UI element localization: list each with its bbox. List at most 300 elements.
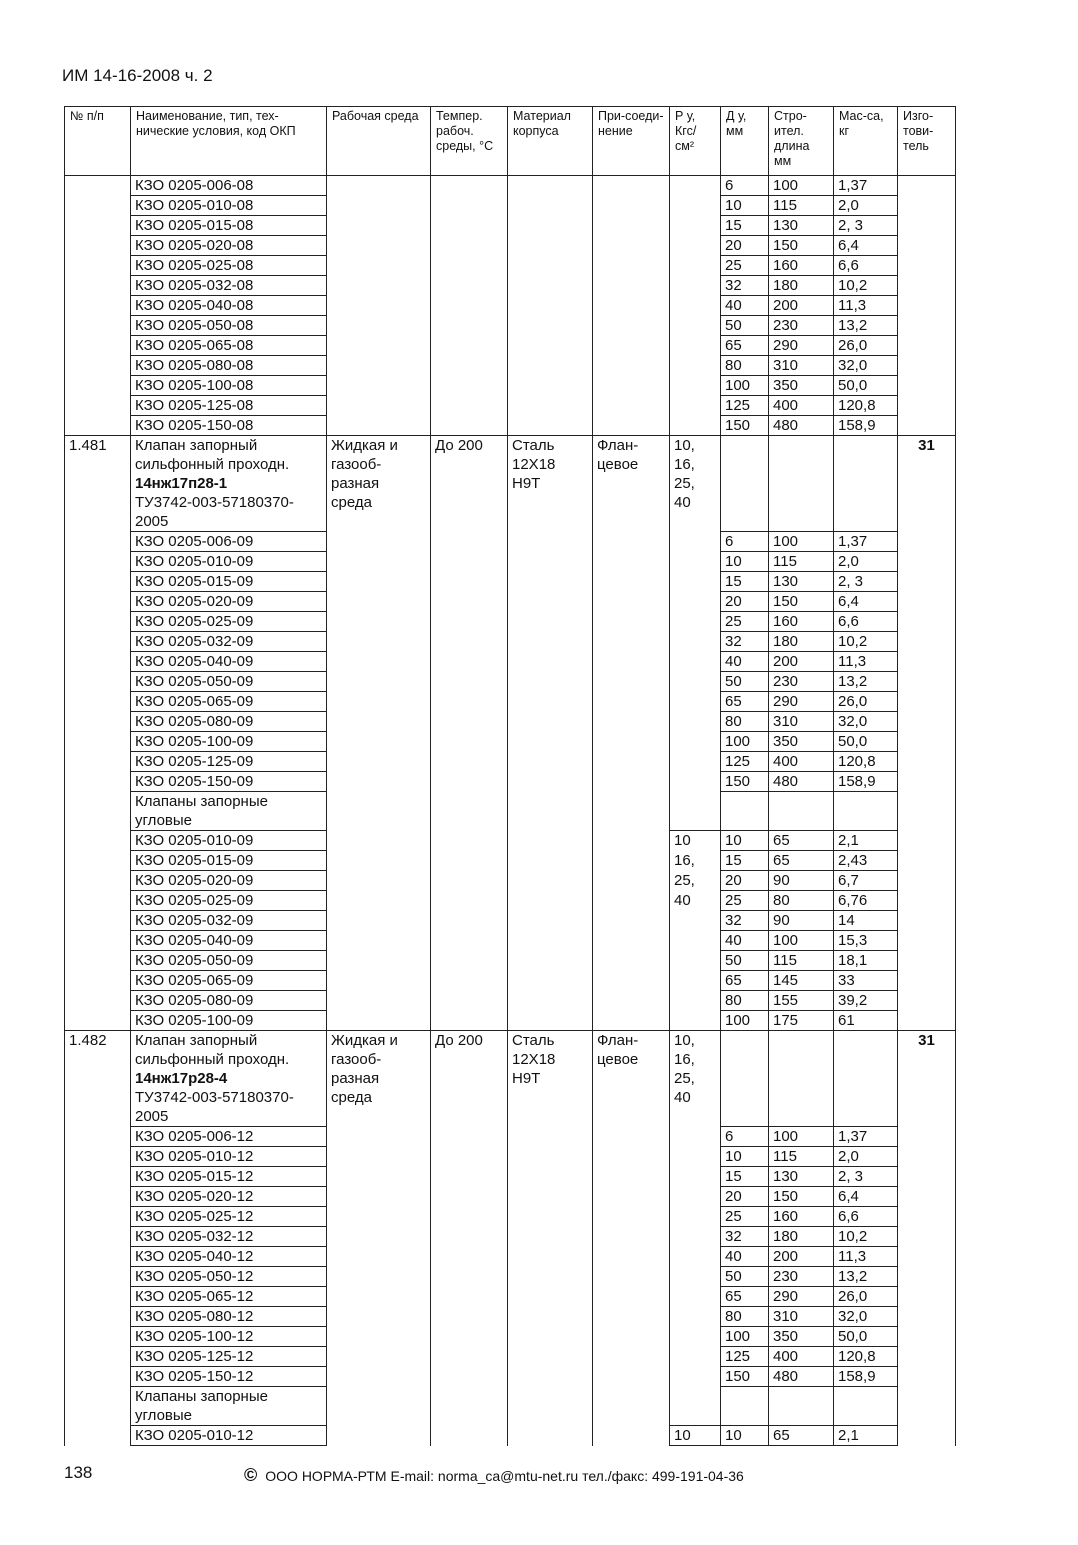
- connection-cell: [593, 336, 670, 356]
- medium-cell: [327, 1307, 431, 1327]
- connection-cell: [593, 396, 670, 416]
- temperature-cell: [431, 236, 508, 256]
- length-cell: 130: [769, 1167, 834, 1187]
- nominal-diameter-cell: 15: [721, 572, 769, 592]
- pressure-cell: [670, 672, 721, 692]
- material-cell: [508, 532, 593, 552]
- connection-cell: [593, 752, 670, 772]
- nominal-diameter-cell: 40: [721, 652, 769, 672]
- temperature-cell: [431, 971, 508, 991]
- maker-cell: [898, 1207, 956, 1227]
- medium-cell: [327, 1011, 431, 1031]
- medium-cell: [327, 176, 431, 196]
- connection-cell: [593, 632, 670, 652]
- empty-cell: [769, 792, 834, 812]
- connection-cell: [593, 1327, 670, 1347]
- maker-cell: [898, 455, 956, 474]
- nominal-diameter-cell: 32: [721, 911, 769, 931]
- connection-cell: [593, 1011, 670, 1031]
- table-row: [65, 572, 956, 592]
- product-code-cell: КЗО 0205-025-12: [131, 1207, 327, 1227]
- maker-cell: [898, 1227, 956, 1247]
- medium-cell: [327, 256, 431, 276]
- nominal-diameter-cell: 65: [721, 336, 769, 356]
- temperature-cell: [431, 455, 508, 474]
- temperature-cell: [431, 672, 508, 692]
- length-cell: 150: [769, 592, 834, 612]
- nominal-diameter-cell: 80: [721, 991, 769, 1011]
- mass-cell: 32,0: [834, 1307, 898, 1327]
- pressure-cell: [670, 176, 721, 196]
- item-number-cell: [65, 1050, 131, 1069]
- empty-cell: [593, 792, 670, 812]
- temperature-cell: [431, 1347, 508, 1367]
- item-number-cell: [65, 1011, 131, 1031]
- item-number-cell: [65, 1426, 131, 1446]
- length-cell: 100: [769, 176, 834, 196]
- medium-cell: [327, 572, 431, 592]
- connection-cell: [593, 552, 670, 572]
- nominal-diameter-cell: 10: [721, 196, 769, 216]
- connection-cell: [593, 652, 670, 672]
- mass-cell: 6,7: [834, 871, 898, 891]
- medium-cell: [327, 1267, 431, 1287]
- nominal-diameter-cell: 6: [721, 176, 769, 196]
- item-number-cell: [65, 455, 131, 474]
- pressure-cell: 16,: [670, 455, 721, 474]
- mass-cell: 2, 3: [834, 572, 898, 592]
- item-number-cell: [65, 176, 131, 196]
- maker-cell: [898, 871, 956, 891]
- mass-cell: 158,9: [834, 772, 898, 792]
- empty-cell: [721, 1387, 769, 1407]
- maker-cell: [898, 236, 956, 256]
- empty-cell: [431, 1406, 508, 1426]
- temperature-cell: [431, 1367, 508, 1387]
- product-code-cell: КЗО 0205-050-12: [131, 1267, 327, 1287]
- empty-cell: [431, 792, 508, 812]
- pressure-cell: [670, 236, 721, 256]
- item-number-cell: [65, 991, 131, 1011]
- pressure-cell: [670, 1011, 721, 1031]
- table-row: [65, 532, 956, 552]
- mass-cell: 6,76: [834, 891, 898, 911]
- page-number: 138: [64, 1463, 93, 1482]
- mass-cell: 33: [834, 971, 898, 991]
- connection-cell: [593, 1287, 670, 1307]
- pressure-cell: [670, 532, 721, 552]
- item-number-cell: [65, 1107, 131, 1127]
- product-code-cell: КЗО 0205-050-08: [131, 316, 327, 336]
- pressure-cell: [670, 712, 721, 732]
- nominal-diameter-cell: 40: [721, 296, 769, 316]
- medium-cell: [327, 396, 431, 416]
- product-code-cell: КЗО 0205-150-12: [131, 1367, 327, 1387]
- nominal-diameter-cell: 15: [721, 1167, 769, 1187]
- mass-cell: 1,37: [834, 1127, 898, 1147]
- connection-cell: [593, 1347, 670, 1367]
- material-cell: [508, 416, 593, 436]
- maker-cell: [898, 336, 956, 356]
- item-name-cell: 14нж17п28-1: [131, 474, 327, 493]
- item-number-cell: [65, 216, 131, 236]
- medium-cell: [327, 316, 431, 336]
- mass-cell: 2,43: [834, 851, 898, 871]
- length-cell: 400: [769, 752, 834, 772]
- item-number-cell: [65, 1307, 131, 1327]
- nominal-diameter-cell: 150: [721, 772, 769, 792]
- length-cell: 400: [769, 396, 834, 416]
- temperature-cell: [431, 276, 508, 296]
- connection-cell: [593, 712, 670, 732]
- empty-cell: [327, 1406, 431, 1426]
- empty-cell: [593, 1387, 670, 1407]
- mass-cell: 2,0: [834, 196, 898, 216]
- item-number-cell: [65, 1327, 131, 1347]
- pressure-cell: [670, 1187, 721, 1207]
- connection-cell: [593, 891, 670, 911]
- pressure-cell: [670, 1107, 721, 1127]
- mass-cell: 6,6: [834, 612, 898, 632]
- empty-cell: [721, 811, 769, 831]
- length-cell: 350: [769, 732, 834, 752]
- product-code-cell: КЗО 0205-015-12: [131, 1167, 327, 1187]
- item-number-cell: [65, 1367, 131, 1387]
- product-code-cell: КЗО 0205-080-09: [131, 712, 327, 732]
- material-cell: [508, 772, 593, 792]
- connection-cell: Флан-цевое: [593, 436, 670, 475]
- material-cell: [508, 951, 593, 971]
- nominal-diameter-cell: 50: [721, 1267, 769, 1287]
- nominal-diameter-cell: [721, 1031, 769, 1051]
- product-code-cell: КЗО 0205-080-12: [131, 1307, 327, 1327]
- connection-cell: [593, 1227, 670, 1247]
- nominal-diameter-cell: 32: [721, 1227, 769, 1247]
- maker-cell: [898, 256, 956, 276]
- table-row: [65, 216, 956, 236]
- medium-cell: газооб-: [327, 1050, 431, 1069]
- length-cell: 310: [769, 1307, 834, 1327]
- connection-cell: [593, 572, 670, 592]
- temperature-cell: [431, 652, 508, 672]
- maker-cell: [898, 971, 956, 991]
- length-cell: 145: [769, 971, 834, 991]
- material-cell: [508, 871, 593, 891]
- nominal-diameter-cell: 50: [721, 951, 769, 971]
- item-number-cell: [65, 196, 131, 216]
- product-code-cell: КЗО 0205-032-12: [131, 1227, 327, 1247]
- product-code-cell: КЗО 0205-020-09: [131, 871, 327, 891]
- temperature-cell: [431, 911, 508, 931]
- length-cell: 230: [769, 316, 834, 336]
- length-cell: 480: [769, 1367, 834, 1387]
- table-row: [65, 811, 956, 831]
- nominal-diameter-cell: [721, 436, 769, 456]
- pressure-cell: [670, 396, 721, 416]
- nominal-diameter-cell: 25: [721, 256, 769, 276]
- product-code-cell: КЗО 0205-080-08: [131, 356, 327, 376]
- nominal-diameter-cell: 100: [721, 1327, 769, 1347]
- temperature-cell: [431, 1069, 508, 1088]
- length-cell: [769, 474, 834, 493]
- header-cell: Д у, мм: [721, 107, 769, 176]
- connection-cell: [593, 474, 670, 493]
- pressure-cell: [670, 732, 721, 752]
- mass-cell: 6,4: [834, 1187, 898, 1207]
- temperature-cell: [431, 176, 508, 196]
- mass-cell: 158,9: [834, 416, 898, 436]
- maker-cell: [898, 692, 956, 712]
- pressure-cell: [670, 931, 721, 951]
- maker-cell: [898, 356, 956, 376]
- table-row: [65, 692, 956, 712]
- connection-cell: [593, 592, 670, 612]
- pressure-cell: 10,: [670, 436, 721, 456]
- table-row: [65, 196, 956, 216]
- connection-cell: Флан-цевое: [593, 1031, 670, 1070]
- length-cell: 180: [769, 1227, 834, 1247]
- item-header-row: [65, 1031, 956, 1051]
- empty-cell: [327, 792, 431, 812]
- temperature-cell: [431, 1207, 508, 1227]
- nominal-diameter-cell: 80: [721, 356, 769, 376]
- medium-cell: [327, 951, 431, 971]
- header-cell: При-соеди-нение: [593, 107, 670, 176]
- length-cell: [769, 1088, 834, 1107]
- table-row: [65, 612, 956, 632]
- product-code-cell: КЗО 0205-080-09: [131, 991, 327, 1011]
- mass-cell: 120,8: [834, 752, 898, 772]
- empty-cell: [898, 792, 956, 812]
- item-number-cell: [65, 652, 131, 672]
- mass-cell: 26,0: [834, 692, 898, 712]
- medium-cell: [327, 851, 431, 871]
- table-row: [65, 871, 956, 891]
- material-cell: [508, 196, 593, 216]
- nominal-diameter-cell: [721, 474, 769, 493]
- maker-cell: [898, 732, 956, 752]
- item-header-row: [65, 1088, 956, 1107]
- nominal-diameter-cell: 40: [721, 1247, 769, 1267]
- empty-cell: [769, 811, 834, 831]
- item-number-cell: [65, 474, 131, 493]
- nominal-diameter-cell: 15: [721, 851, 769, 871]
- maker-cell: [898, 851, 956, 871]
- table-row: [65, 951, 956, 971]
- mass-cell: [834, 1069, 898, 1088]
- pressure-cell: 10: [670, 1426, 721, 1446]
- empty-cell: [670, 1387, 721, 1407]
- product-code-cell: КЗО 0205-065-12: [131, 1287, 327, 1307]
- item-number-cell: [65, 871, 131, 891]
- connection-cell: [593, 256, 670, 276]
- product-code-cell: КЗО 0205-065-08: [131, 336, 327, 356]
- connection-cell: [593, 1167, 670, 1187]
- material-cell: [508, 236, 593, 256]
- maker-cell: [898, 592, 956, 612]
- pressure-cell: [670, 416, 721, 436]
- empty-cell: [327, 1387, 431, 1407]
- nominal-diameter-cell: 100: [721, 376, 769, 396]
- medium-cell: [327, 236, 431, 256]
- item-number-cell: [65, 752, 131, 772]
- pressure-cell: [670, 552, 721, 572]
- material-cell: [508, 971, 593, 991]
- material-cell: [508, 256, 593, 276]
- material-cell: [508, 572, 593, 592]
- product-code-cell: КЗО 0205-150-09: [131, 772, 327, 792]
- material-cell: [508, 176, 593, 196]
- pressure-cell: [670, 316, 721, 336]
- pressure-cell: 25,: [670, 1069, 721, 1088]
- product-code-cell: КЗО 0205-100-12: [131, 1327, 327, 1347]
- nominal-diameter-cell: 20: [721, 1187, 769, 1207]
- maker-cell: [898, 1147, 956, 1167]
- header-cell: Темпер. рабоч. среды, °С: [431, 107, 508, 176]
- item-name-cell: 2005: [131, 512, 327, 532]
- length-cell: 115: [769, 196, 834, 216]
- nominal-diameter-cell: 10: [721, 1147, 769, 1167]
- table-row: [65, 772, 956, 792]
- temperature-cell: [431, 851, 508, 871]
- table-row: [65, 712, 956, 732]
- material-cell: [508, 276, 593, 296]
- mass-cell: 6,4: [834, 592, 898, 612]
- empty-cell: [721, 1406, 769, 1426]
- maker-cell: [898, 1107, 956, 1127]
- maker-cell: 31: [898, 1031, 956, 1051]
- temperature-cell: [431, 552, 508, 572]
- medium-cell: [327, 931, 431, 951]
- material-cell: [508, 1088, 593, 1107]
- nominal-diameter-cell: 125: [721, 1347, 769, 1367]
- item-header-row: [65, 1069, 956, 1088]
- temperature-cell: [431, 772, 508, 792]
- medium-cell: [327, 911, 431, 931]
- nominal-diameter-cell: 65: [721, 971, 769, 991]
- temperature-cell: [431, 1147, 508, 1167]
- empty-cell: [431, 1387, 508, 1407]
- mass-cell: 50,0: [834, 376, 898, 396]
- empty-cell: [508, 792, 593, 812]
- item-header-row: [65, 1050, 956, 1069]
- table-row: [65, 1287, 956, 1307]
- item-number-cell: 1.482: [65, 1031, 131, 1051]
- header-cell: Изго-тови-тель: [898, 107, 956, 176]
- item-number-cell: [65, 971, 131, 991]
- maker-cell: [898, 632, 956, 652]
- connection-cell: [593, 971, 670, 991]
- length-cell: 100: [769, 931, 834, 951]
- pressure-cell: 16,: [670, 851, 721, 871]
- mass-cell: 18,1: [834, 951, 898, 971]
- empty-cell: [898, 811, 956, 831]
- temperature-cell: [431, 831, 508, 851]
- temperature-cell: [431, 871, 508, 891]
- mass-cell: 120,8: [834, 1347, 898, 1367]
- item-number-cell: [65, 712, 131, 732]
- temperature-cell: [431, 692, 508, 712]
- temperature-cell: [431, 196, 508, 216]
- connection-cell: [593, 1187, 670, 1207]
- table-row: [65, 752, 956, 772]
- pressure-cell: [670, 1247, 721, 1267]
- empty-cell: [508, 1406, 593, 1426]
- temperature-cell: [431, 1127, 508, 1147]
- maker-cell: [898, 612, 956, 632]
- mass-cell: 6,6: [834, 1207, 898, 1227]
- material-cell: [508, 931, 593, 951]
- medium-cell: Жидкая и: [327, 436, 431, 456]
- connection-cell: [593, 851, 670, 871]
- nominal-diameter-cell: [721, 1107, 769, 1127]
- item-header-row: [65, 1107, 956, 1127]
- item-number-cell: [65, 612, 131, 632]
- pressure-cell: [670, 951, 721, 971]
- temperature-cell: [431, 1227, 508, 1247]
- table-row: [65, 1367, 956, 1387]
- mass-cell: 39,2: [834, 991, 898, 1011]
- item-number-cell: [65, 1088, 131, 1107]
- maker-cell: [898, 1247, 956, 1267]
- table-row: [65, 1347, 956, 1367]
- product-code-cell: КЗО 0205-015-08: [131, 216, 327, 236]
- header-cell: Стро-ител. длина мм: [769, 107, 834, 176]
- maker-cell: [898, 316, 956, 336]
- length-cell: [769, 493, 834, 512]
- mass-cell: 13,2: [834, 672, 898, 692]
- material-cell: [508, 296, 593, 316]
- material-cell: [508, 1147, 593, 1167]
- empty-cell: [670, 811, 721, 831]
- mass-cell: 2,0: [834, 1147, 898, 1167]
- angle-valves-title-cell: Клапаны запорные: [131, 1387, 327, 1407]
- item-number-cell: [65, 632, 131, 652]
- item-number-cell: [65, 296, 131, 316]
- length-cell: 350: [769, 376, 834, 396]
- table-row: [65, 296, 956, 316]
- material-cell: [508, 1207, 593, 1227]
- temperature-cell: [431, 316, 508, 336]
- table-row: [65, 592, 956, 612]
- empty-cell: [327, 811, 431, 831]
- medium-cell: [327, 891, 431, 911]
- medium-cell: [327, 1207, 431, 1227]
- maker-cell: [898, 772, 956, 792]
- medium-cell: [327, 831, 431, 851]
- temperature-cell: [431, 891, 508, 911]
- connection-cell: [593, 316, 670, 336]
- temperature-cell: [431, 1267, 508, 1287]
- material-cell: [508, 552, 593, 572]
- item-number-cell: [65, 931, 131, 951]
- material-cell: [508, 1011, 593, 1031]
- medium-cell: [327, 672, 431, 692]
- material-cell: [508, 911, 593, 931]
- maker-cell: [898, 1088, 956, 1107]
- mass-cell: 14: [834, 911, 898, 931]
- nominal-diameter-cell: 25: [721, 1207, 769, 1227]
- temperature-cell: [431, 532, 508, 552]
- material-cell: [508, 1287, 593, 1307]
- mass-cell: 13,2: [834, 1267, 898, 1287]
- nominal-diameter-cell: 32: [721, 276, 769, 296]
- item-number-cell: [65, 1127, 131, 1147]
- medium-cell: [327, 552, 431, 572]
- length-cell: 230: [769, 1267, 834, 1287]
- length-cell: 65: [769, 1426, 834, 1446]
- medium-cell: газооб-: [327, 455, 431, 474]
